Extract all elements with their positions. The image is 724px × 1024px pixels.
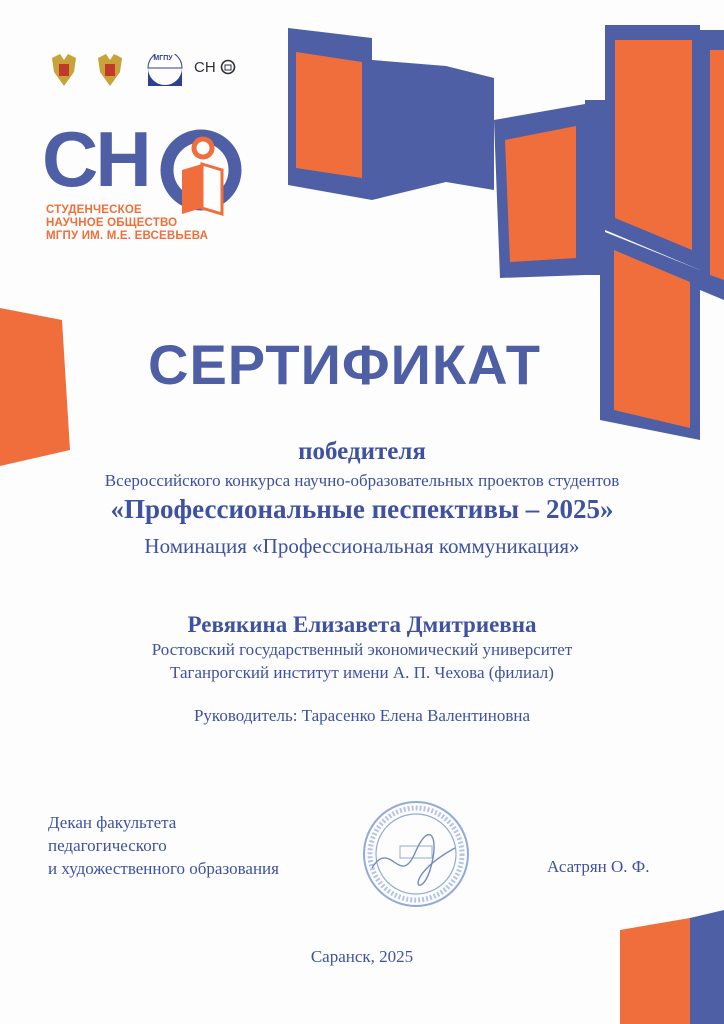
contest-name: Всероссийского конкурса научно-образовательных проектов студентов [104, 471, 620, 490]
city-year: Саранск, 2025 [310, 947, 414, 966]
sno-small-o-icon [220, 58, 236, 76]
dean-title [48, 811, 279, 880]
university-line2: Таганрогский институт имени А. П. Чехова (филиал) [170, 663, 554, 682]
sno-small-logo: СН [194, 59, 216, 76]
signer-name: Асатрян О. Ф. [547, 857, 650, 876]
sno-logo-text: СН [42, 115, 149, 203]
dean-line1: Декан факультета [48, 813, 177, 832]
project-title: «Профессиональные песпективы – 2025» [110, 494, 614, 524]
university-line1: Ростовский государственный экономический университет [151, 640, 573, 659]
certificate-title: СЕРТИФИКАТ [148, 333, 541, 396]
russian-emblem-icon [48, 52, 80, 88]
ministry-emblem-icon [94, 52, 126, 88]
partner-logos [48, 52, 248, 90]
dean-line2: педагогического [48, 836, 167, 855]
dean-line3: и художественного образования [48, 859, 279, 878]
sno-subtitle-line3: МГПУ ИМ. М.Е. ЕВСЕВЬЕВА [46, 230, 209, 242]
sno-logo-subtitle [46, 204, 208, 243]
sno-subtitle-line2: НАУЧНОЕ ОБЩЕСТВО [46, 217, 178, 229]
nomination: Номинация «Профессиональная коммуникация» [144, 534, 580, 558]
mgpu-label: МГПУ [153, 55, 173, 62]
winner-label: победителя [298, 438, 426, 465]
recipient-name: Ревякина Елизавета Дмитриевна [187, 612, 537, 637]
sno-subtitle-line1: СТУДЕНЧЕСКОЕ [46, 204, 142, 216]
official-stamp-icon [360, 798, 472, 910]
supervisor: Руководитель: Тарасенко Елена Валентиновна [193, 706, 531, 725]
